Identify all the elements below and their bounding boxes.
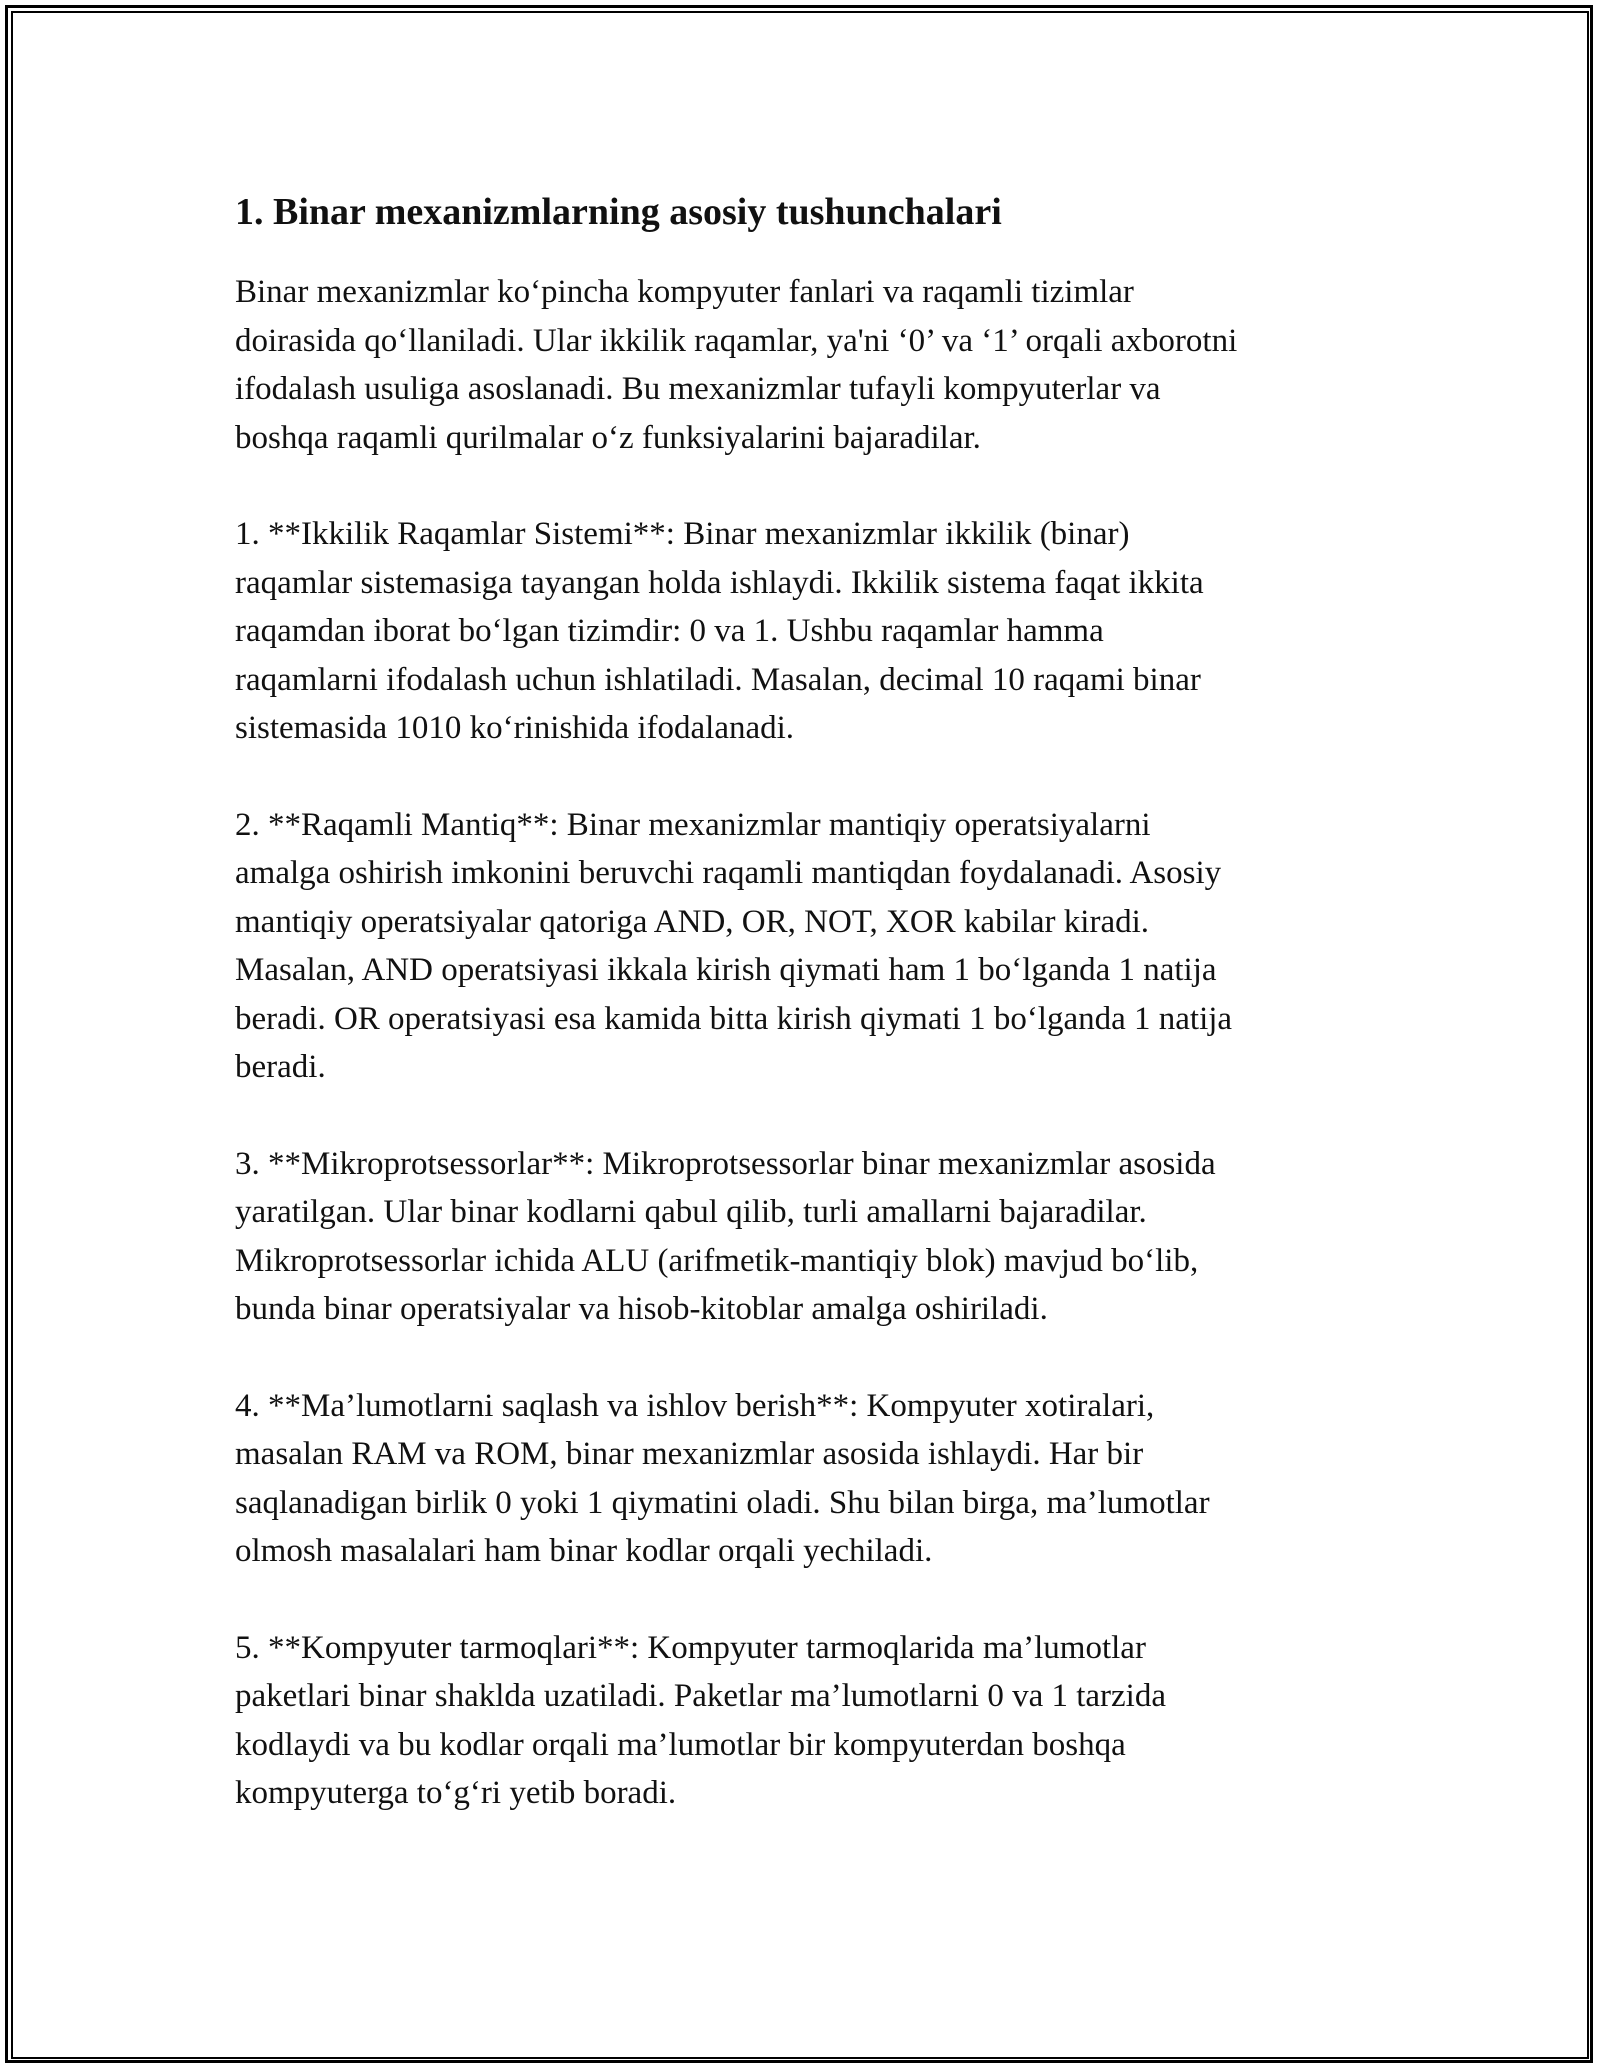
list-item-data-storage: 4. **Ma’lumotlarni saqlash va ishlov berish**: Kompyuter xotiralari, masalan RAM va ROM, binar mexanizmlar asosida ishlaydi. Har bir saqlanadigan birlik 0 yoki 1 qiymatini oladi. Shu bilan birga, ma’lumotlar olmosh masalalari ham binar kodlar orqali yechiladi. (235, 1387, 1210, 1569)
intro-paragraph: Binar mexanizmlar ko‘pincha kompyuter fanlari va raqamli tizimlar doirasida qo‘llaniladi. Ular ikkilik raqamlar, ya'ni ‘0’ va ‘1’ orqali axborotni ifodalash usuliga asoslanadi. Bu mexanizmlar tufayli kompyuterlar va boshqa raqamli qurilmalar o‘z funksiyalarini bajaradilar. (235, 274, 1238, 456)
section-heading: 1. Binar mexanizmlarning asosiy tushunchalari (235, 191, 1002, 233)
list-item-digital-logic: 2. **Raqamli Mantiq**: Binar mexanizmlar mantiqiy operatsiyalarni amalga oshirish imkonini beruvchi raqamli mantiqdan foydalanadi. Asosiy mantiqiy operatsiyalar qatoriga AND, OR, NOT, XOR kabilar kiradi. Masalan, AND operatsiyasi ikkala kirish qiymati ham 1 bo‘lganda 1 natija beradi. OR operatsiyasi esa kamida bitta kirish qiymati 1 bo‘lganda 1 natija beradi. (235, 806, 1233, 1085)
document-body (235, 188, 1365, 1866)
list-item-binary-system: 1. **Ikkilik Raqamlar Sistemi**: Binar mexanizmlar ikkilik (binar) raqamlar sistemasiga tayangan holda ishlaydi. Ikkilik sistema faqat ikkita raqamdan iborat bo‘lgan tizimdir: 0 va 1. Ushbu raqamlar hamma raqamlarni ifodalash uchun ishlatiladi. Masalan, decimal 10 raqami binar sistemasida 1010 ko‘rinishida ifodalanadi. (235, 516, 1204, 746)
list-item-computer-networks: 5. **Kompyuter tarmoqlari**: Kompyuter tarmoqlarida ma’lumotlar paketlari binar shaklda uzatiladi. Paketlar ma’lumotlarni 0 va 1 tarzida kodlaydi va bu kodlar orqali ma’lumotlar bir kompyuterdan boshqa kompyuterga to‘g‘ri yetib boradi. (235, 1629, 1166, 1811)
list-item-microprocessors: 3. **Mikroprotsessorlar**: Mikroprotsessorlar binar mexanizmlar asosida yaratilgan. Ular binar kodlarni qabul qilib, turli amallarni bajaradilar. Mikroprotsessorlar ichida ALU (arifmetik-mantiqiy blok) mavjud bo‘lib, bunda binar operatsiyalar va hisob-kitoblar amalga oshiriladi. (235, 1145, 1216, 1327)
